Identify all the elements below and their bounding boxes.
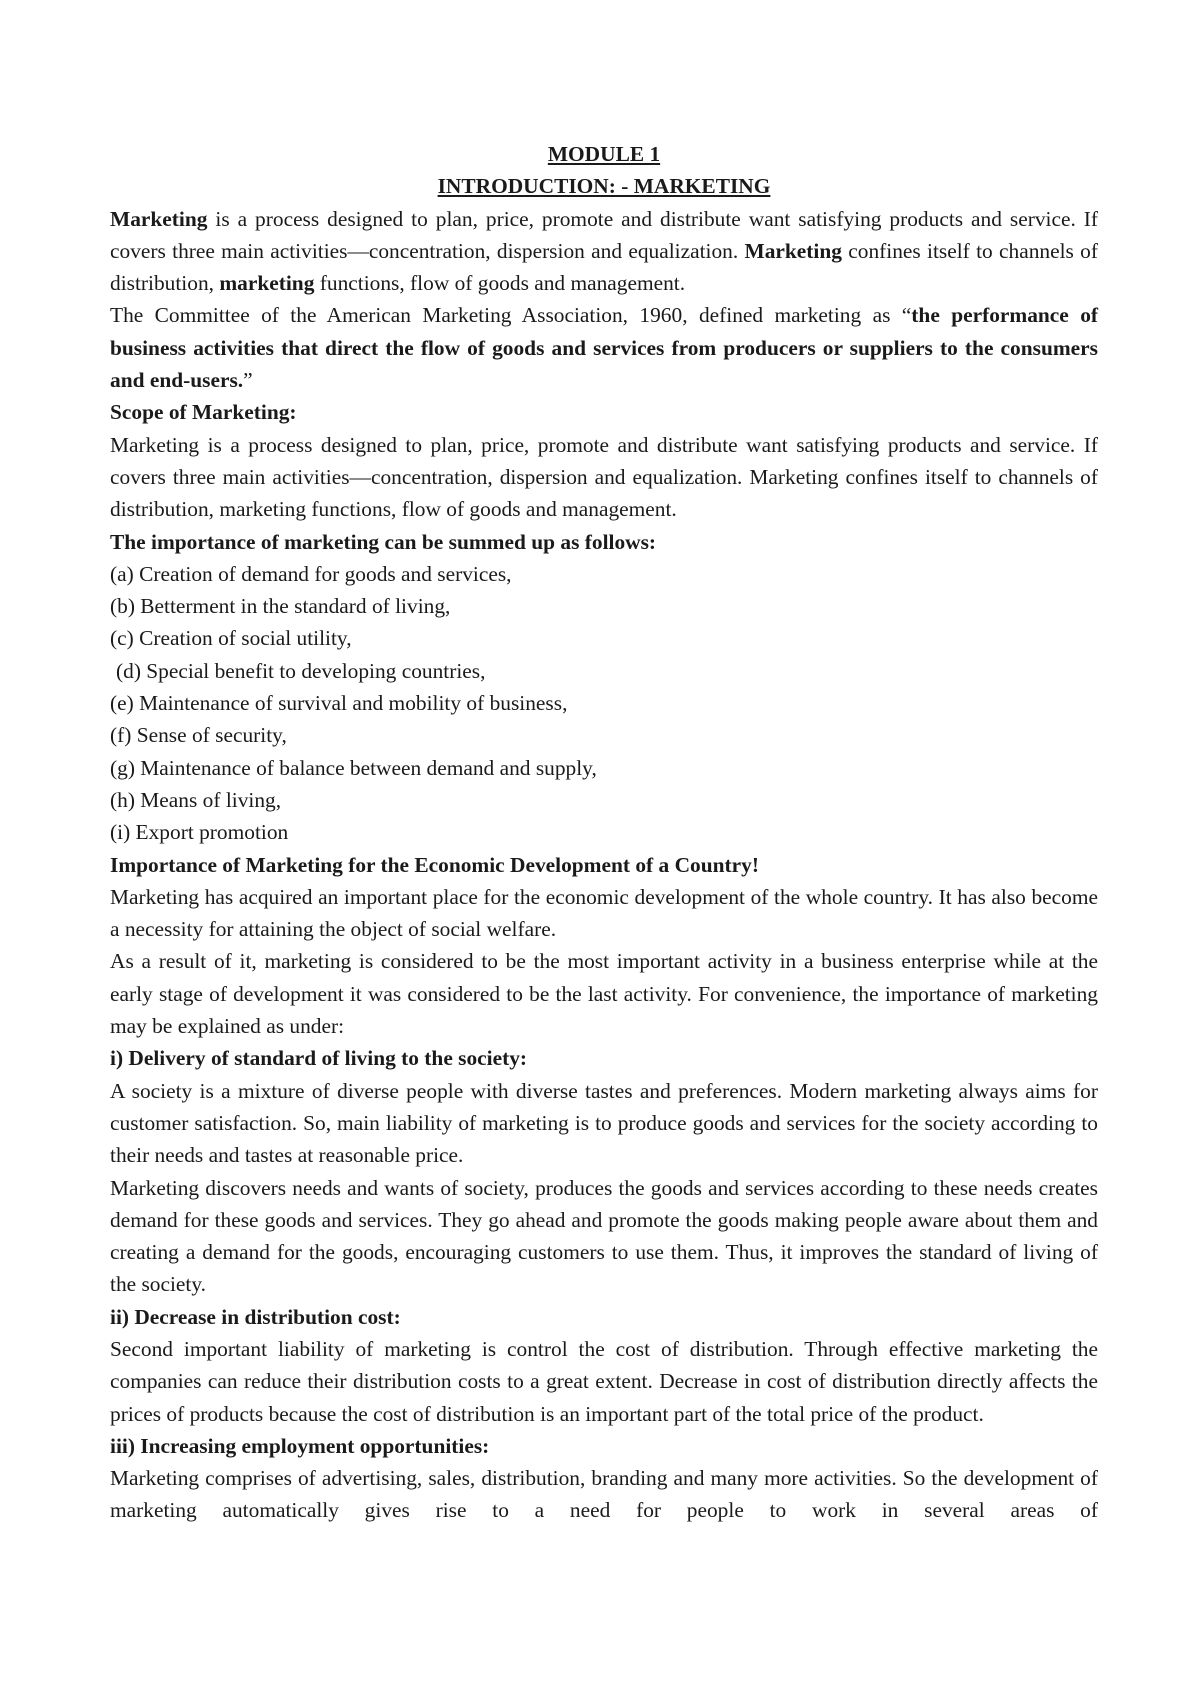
list-item: (f) Sense of security, <box>110 723 287 748</box>
section-iii-heading: iii) Increasing employment opportunities: <box>110 1433 490 1458</box>
list-item: (h) Means of living, <box>110 787 282 812</box>
section-iii-paragraph: Marketing comprises of advertising, sales, distribution, branding and many more activities. So the development of marketing automatically gives rise to a need for people to work in several areas of <box>110 1466 1098 1523</box>
intro-text-3: functions, flow of goods and management. <box>314 271 686 296</box>
definition-lead: The Committee of the American Marketing Association, 1960, defined marketing as “ <box>110 303 912 328</box>
section-i-paragraph-2: Marketing discovers needs and wants of society, produces the goods and services according to these needs creates demand for these goods and services. They go ahead and promote the goods making people aware about them and creating a demand for the goods, encouraging customers to use them. Thus, it improves the standard of living of the society. <box>110 1175 1098 1297</box>
section-ii-heading: ii) Decrease in distribution cost: <box>110 1304 401 1329</box>
list-item: (i) Export promotion <box>110 820 289 845</box>
economic-paragraph-2: As a result of it, marketing is considered to be the most important activity in a business enterprise while at the early stage of development it was considered to be the last activity. For convenience, the importance of marketing may be explained as under: <box>110 949 1098 1039</box>
section-ii-paragraph: Second important liability of marketing is control the cost of distribution. Through effective marketing the companies can reduce their distribution costs to a great extent. Decrease in cost of distribution directly affects the prices of products because the cost of distribution is an important part of the total price of the product. <box>110 1336 1098 1426</box>
intro-term-1: Marketing <box>110 206 208 231</box>
section-i-heading: i) Delivery of standard of living to the society: <box>110 1046 528 1071</box>
scope-paragraph: Marketing is a process designed to plan, price, promote and distribute want satisfying products and service. If covers three main activities—concentration, dispersion and equalization. Marketing confines itself to channels of distribution, marketing functions, flow of goods and management. <box>110 432 1098 522</box>
list-item: (a) Creation of demand for goods and services, <box>110 561 512 586</box>
list-item: (e) Maintenance of survival and mobility of business, <box>110 691 568 716</box>
importance-list <box>110 558 1098 849</box>
section-i-paragraph-1: A society is a mixture of diverse people with diverse tastes and preferences. Modern marketing always aims for customer satisfaction. So, main liability of marketing is to produce goods and services for the society according to their needs and tastes at reasonable price. <box>110 1078 1098 1168</box>
definition-close: ” <box>243 368 253 393</box>
list-item: (b) Betterment in the standard of living, <box>110 594 451 619</box>
economic-heading: Importance of Marketing for the Economic Development of a Country! <box>110 852 759 877</box>
economic-paragraph-1: Marketing has acquired an important place for the economic development of the whole country. It has also become a necessity for attaining the object of social welfare. <box>110 884 1098 942</box>
intro-text-1: is a process designed to plan, price, promote and distribute want satisfying products and service. If covers three main activities—concentration, dispersion and equalization. <box>110 206 1098 263</box>
scope-heading: Scope of Marketing: <box>110 400 297 425</box>
importance-heading: The importance of marketing can be summed up as follows: <box>110 529 657 554</box>
intro-paragraph <box>110 203 1098 300</box>
intro-text-2: confines itself to channels of distribution, <box>110 238 1098 296</box>
list-item: (g) Maintenance of balance between demand and supply, <box>110 755 597 780</box>
intro-term-3: marketing <box>219 271 315 296</box>
intro-term-2: Marketing <box>744 238 842 263</box>
definition-quote: the performance of business activities that direct the flow of goods and services from producers or suppliers to the consumers and end-users. <box>110 303 1099 393</box>
module-title: MODULE 1 <box>547 142 661 166</box>
document-page <box>110 138 1098 1527</box>
definition-paragraph <box>110 299 1098 396</box>
list-item: (d) Special benefit to developing countries, <box>116 658 486 683</box>
module-subtitle: INTRODUCTION: - MARKETING <box>437 174 771 199</box>
list-item: (c) Creation of social utility, <box>110 626 352 651</box>
